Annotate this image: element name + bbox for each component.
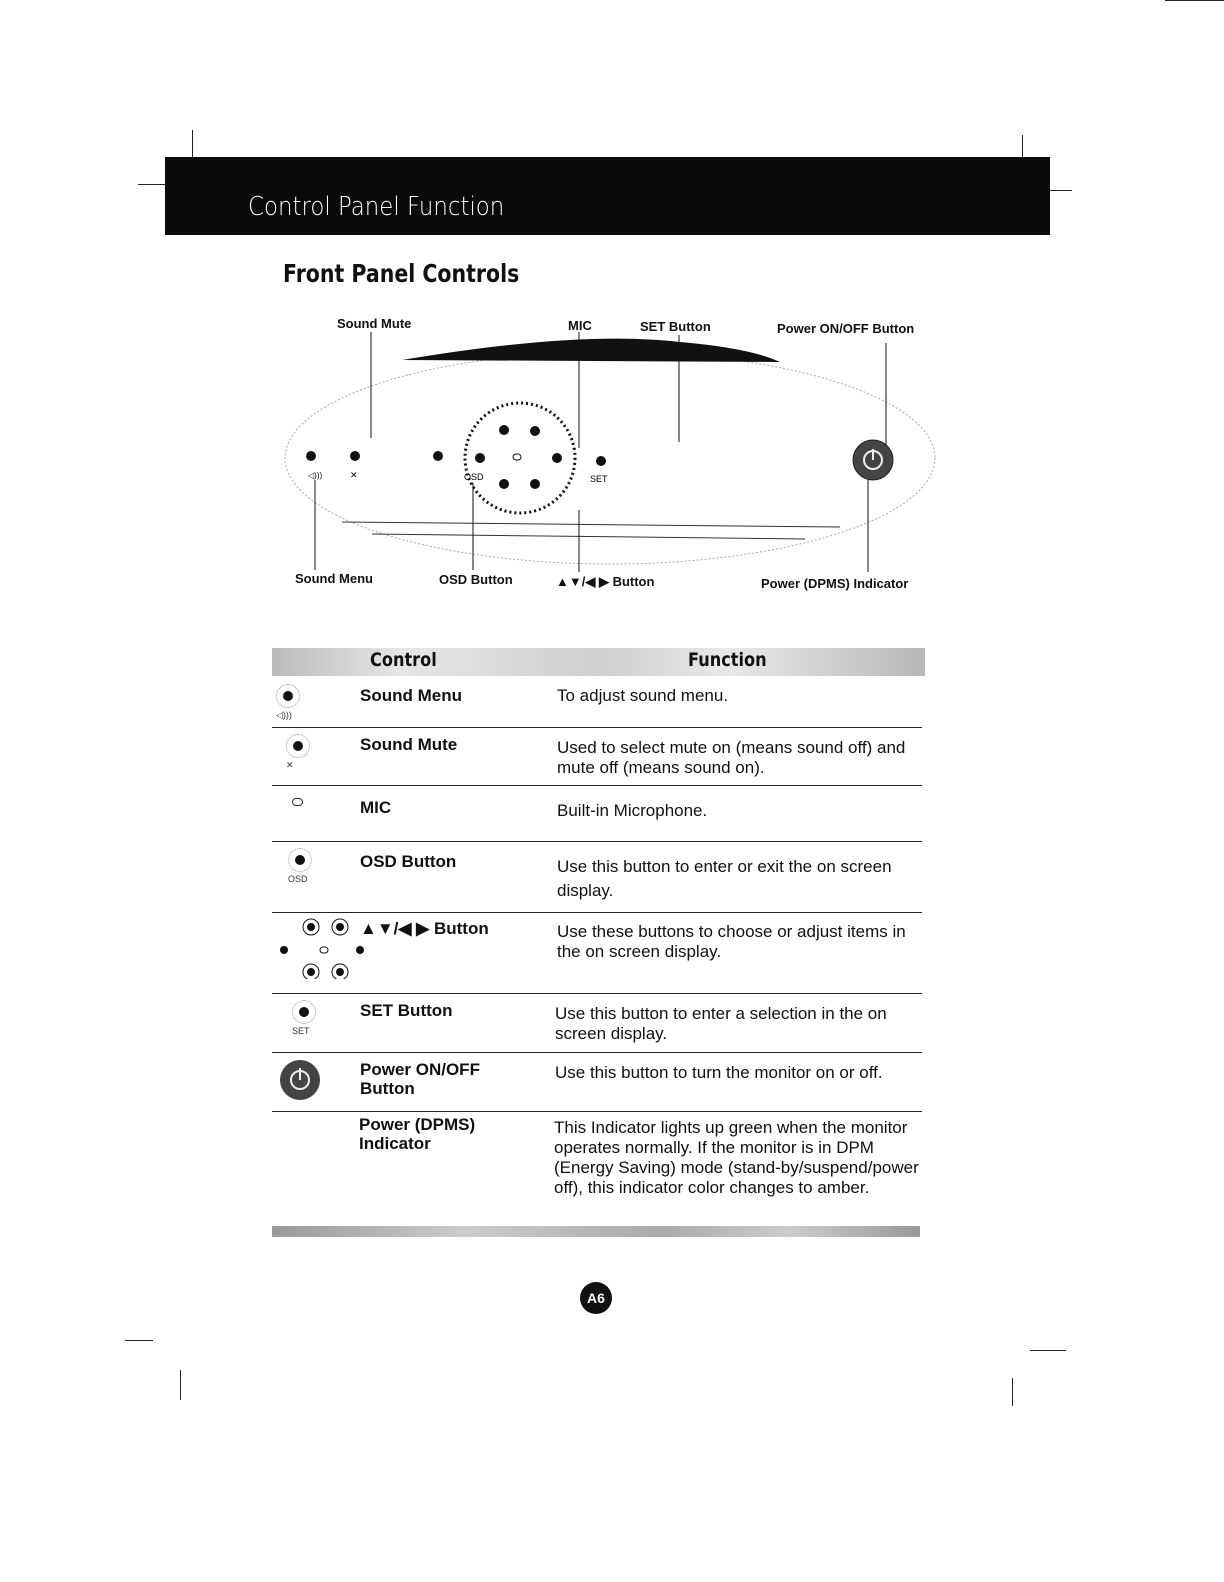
panel-top-shade: [402, 339, 780, 362]
page-title: Control Panel Function: [248, 192, 505, 222]
mic-hole: [513, 454, 521, 460]
crop-mark: [125, 1340, 153, 1341]
function-text: Use this button to turn the monitor on or off.: [555, 1063, 883, 1082]
crop-mark: [1030, 1350, 1066, 1351]
control-name: Sound Mute: [360, 735, 458, 754]
control-name: MIC: [360, 798, 392, 817]
function-text: To adjust sound menu.: [557, 686, 729, 705]
panel-outline: [285, 352, 935, 564]
callout-lines: [315, 332, 886, 572]
function-text: Use this button to enter or exit the on screen display.: [557, 857, 892, 900]
header-function: Function: [688, 649, 767, 671]
table-row: [272, 676, 922, 728]
control-name: OSD Button: [360, 852, 457, 871]
sound-menu-symbol: ◁))): [308, 471, 323, 480]
control-name: Power ON/OFF Button: [360, 1060, 480, 1098]
function-text: Used to select mute on (means sound off) and mute off (means sound on).: [557, 738, 906, 777]
crop-mark: [1012, 1378, 1013, 1406]
label-sound-mute: Sound Mute: [337, 316, 412, 331]
crop-mark: [180, 1370, 181, 1400]
panel-edge: [342, 522, 840, 527]
sound-menu-icon: ◁))): [276, 684, 356, 721]
label-power-indicator: Power (DPMS) Indicator: [761, 576, 909, 591]
label-power-button: Power ON/OFF Button: [777, 321, 915, 336]
function-text: Built-in Microphone.: [557, 801, 708, 820]
crop-mark: [138, 184, 166, 185]
label-sound-menu: Sound Menu: [295, 571, 373, 586]
set-panel-label: SET: [590, 474, 608, 484]
control-name: SET Button: [360, 1001, 453, 1020]
section-title: Front Panel Controls: [283, 259, 520, 288]
osd-icon: OSD: [288, 848, 368, 884]
panel-edge: [372, 534, 805, 539]
power-icon: [278, 1058, 358, 1104]
table-header: [272, 648, 925, 676]
control-name: ▲▼/◀ ▶ Button: [360, 919, 489, 938]
crop-mark: [192, 130, 193, 158]
crop-mark: [1050, 190, 1072, 191]
control-name: Power (DPMS) Indicator: [359, 1115, 476, 1153]
arrow-buttons-icon: [276, 917, 356, 981]
function-text: This Indicator lights up green when the monitor operates normally. If the monitor is in DPM (Energy Saving) mode (stand-by/suspend/power off), this indicator color changes to amber.: [554, 1118, 919, 1197]
table-row: [272, 1053, 922, 1112]
table-row: [272, 786, 922, 842]
panel-drawing: [280, 310, 940, 600]
control-name: Sound Menu: [360, 686, 462, 705]
label-set-button: SET Button: [640, 319, 711, 334]
function-text: Use these buttons to choose or adjust items in the on screen display.: [557, 922, 906, 961]
table-bottom-bar: [272, 1226, 920, 1237]
function-text: Use this button to enter a selection in the on screen display.: [555, 1004, 887, 1043]
table-row: [272, 842, 922, 913]
mute-symbol: ✕: [350, 470, 358, 480]
sound-mute-icon: ✕: [286, 734, 366, 771]
table-row: [272, 1112, 922, 1224]
crop-mark: [1165, 0, 1224, 1]
set-icon: SET: [292, 1000, 372, 1036]
page-number-badge: A6: [580, 1282, 612, 1314]
header-control: Control: [370, 649, 437, 671]
label-mic: MIC: [568, 318, 592, 333]
front-panel-diagram: [280, 310, 940, 600]
label-osd-button: OSD Button: [439, 572, 513, 587]
osd-panel-label: OSD: [464, 472, 484, 482]
table-row: [272, 913, 922, 994]
table-row: [272, 728, 922, 786]
label-arrow-button: ▲▼/◀ ▶ Button: [556, 574, 655, 589]
table-row: [272, 994, 922, 1053]
